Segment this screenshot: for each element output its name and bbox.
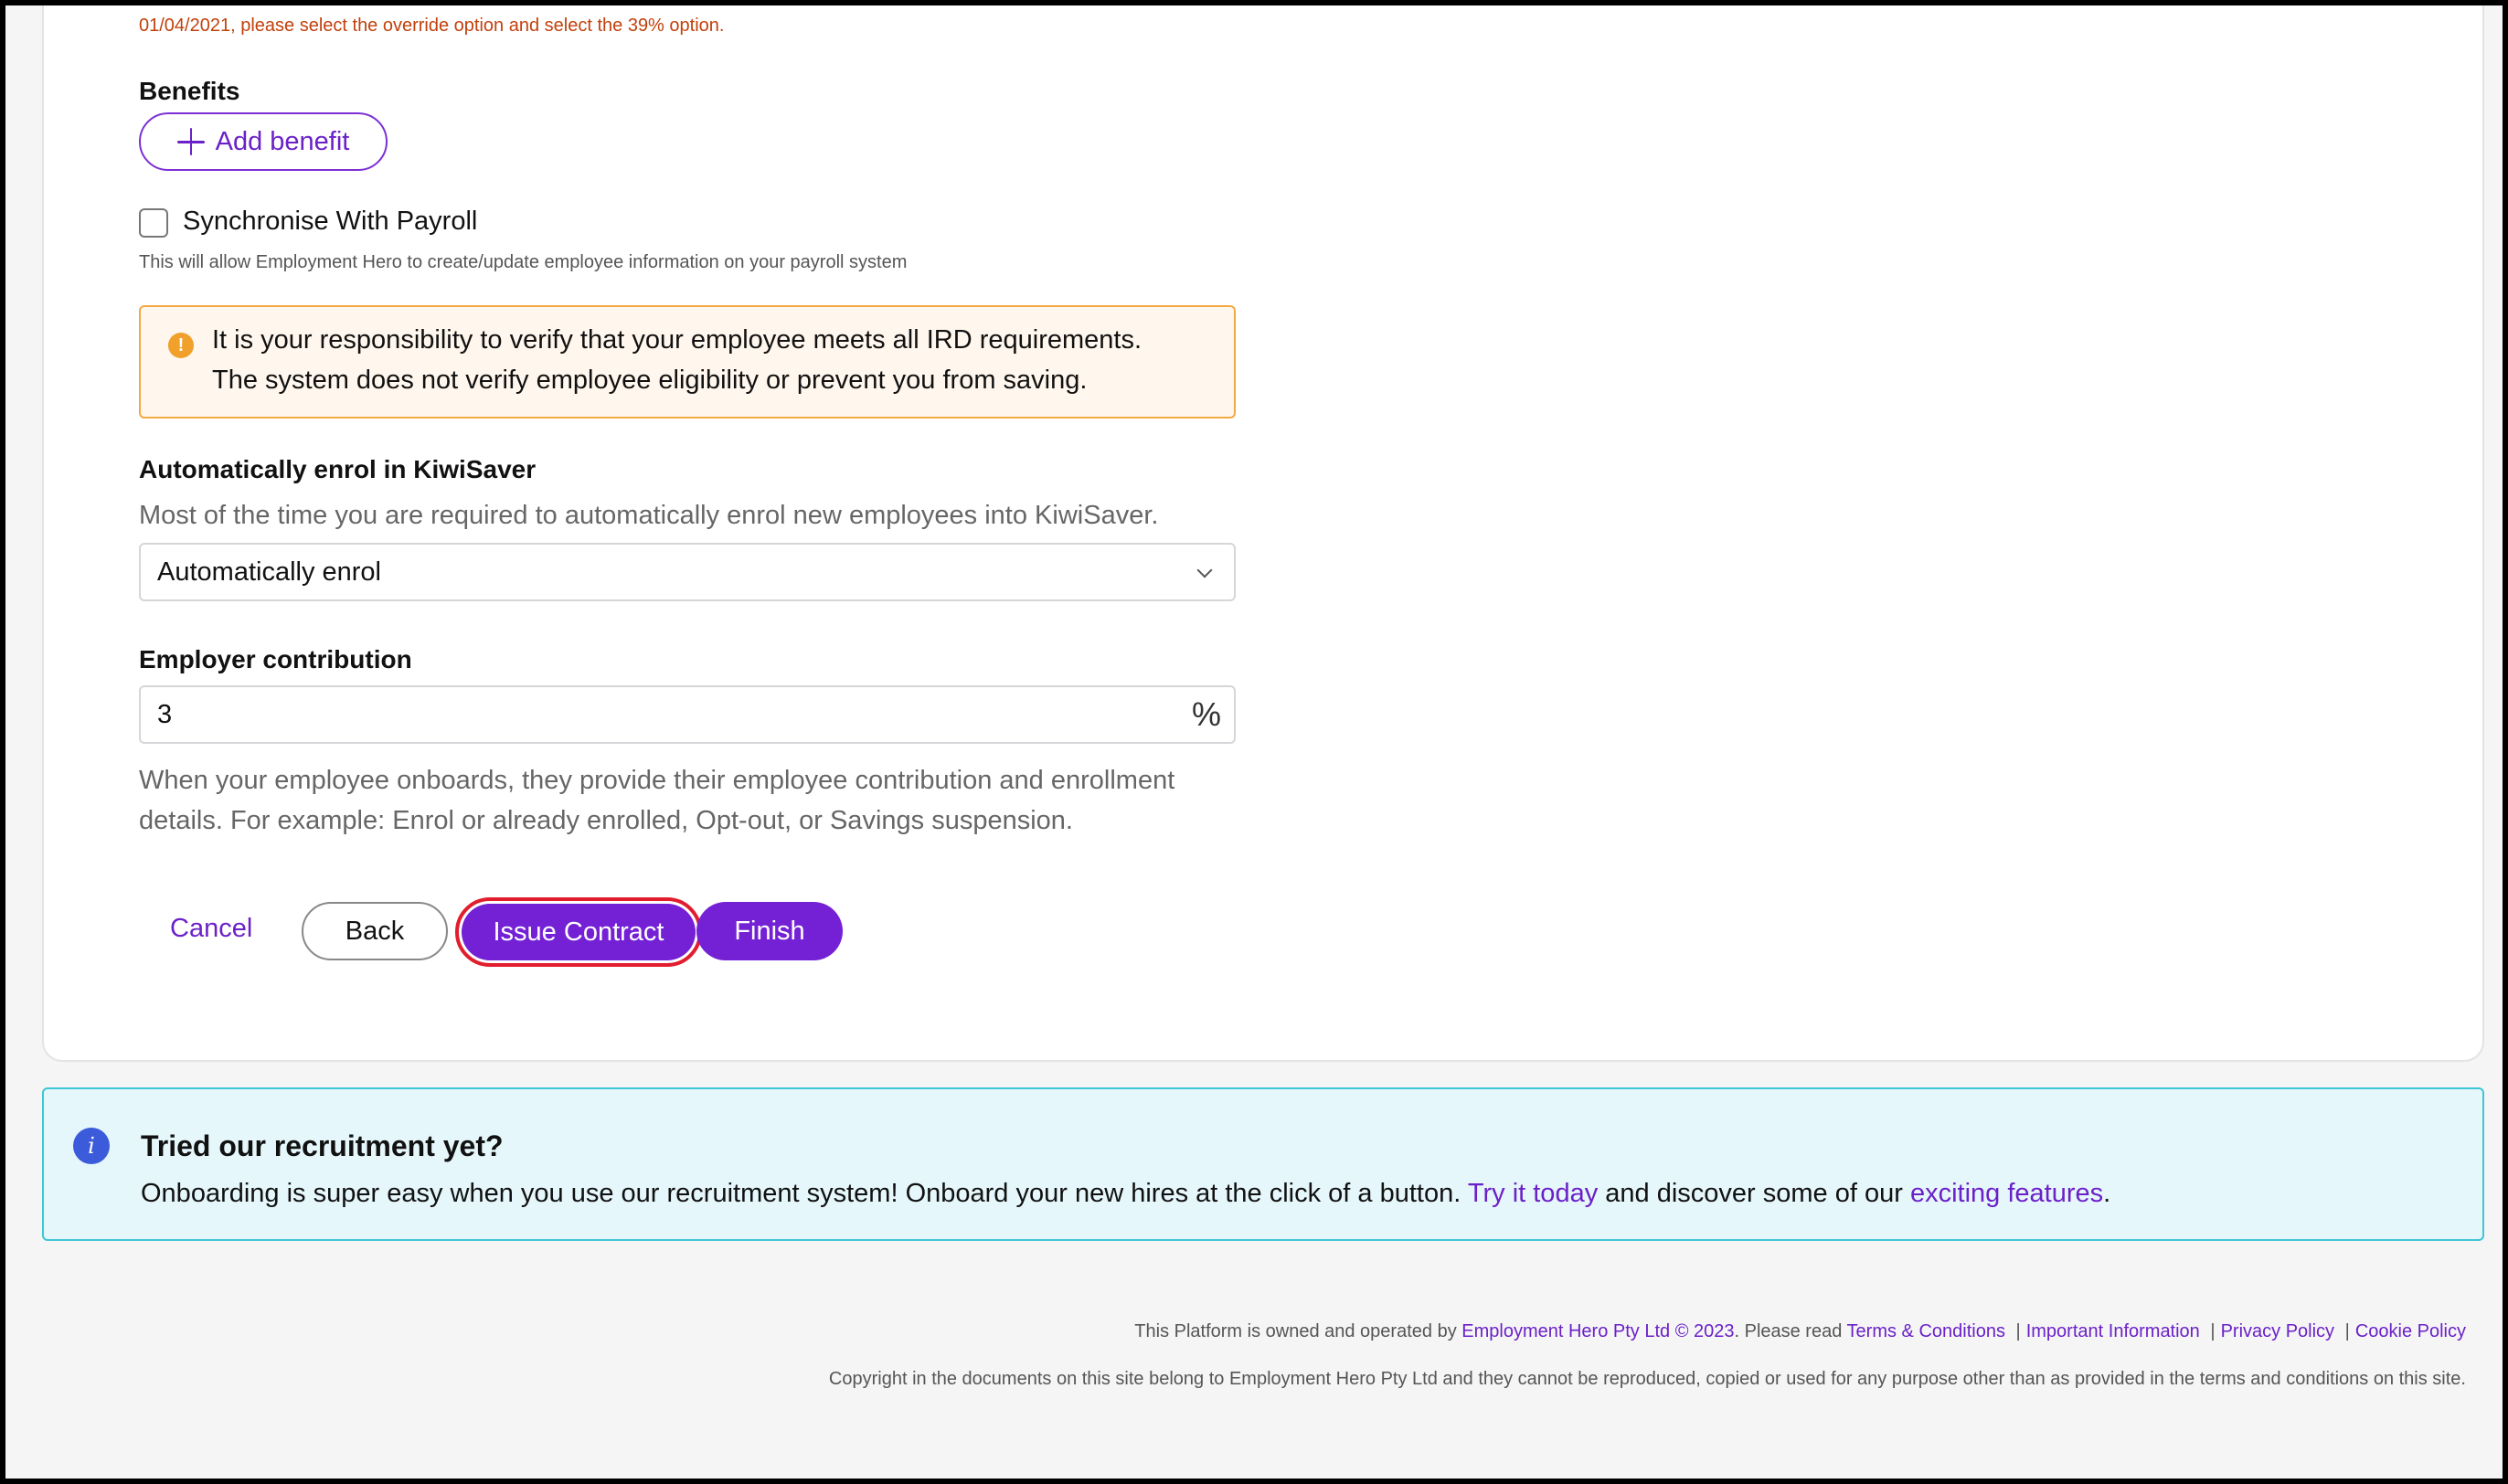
promo-body-end: . bbox=[2103, 1179, 2111, 1208]
finish-label: Finish bbox=[734, 916, 805, 946]
recruitment-promo-banner bbox=[42, 1087, 2484, 1241]
percent-icon: % bbox=[1191, 695, 1221, 733]
privacy-policy-link[interactable]: Privacy Policy bbox=[2220, 1321, 2335, 1341]
benefits-label: Benefits bbox=[139, 77, 240, 105]
kiwisaver-title: Automatically enrol in KiwiSaver bbox=[139, 455, 537, 483]
employer-contribution-title: Employer contribution bbox=[139, 645, 412, 673]
employer-contribution-input[interactable] bbox=[139, 685, 1236, 744]
company-link[interactable]: Employment Hero Pty Ltd © 2023 bbox=[1461, 1321, 1735, 1341]
alert-text bbox=[212, 320, 1142, 400]
promo-body-mid: and discover some of our bbox=[1605, 1179, 1903, 1208]
footer-copyright: Copyright in the documents on this site belong to Employment Hero Pty Ltd and they cannot be reproduced, copied or used for any purpose other than as provided in the terms and conditions on this site. bbox=[828, 1369, 2466, 1389]
warning-line-2: 01/04/2021, please select the override option and select the 39% option. bbox=[139, 16, 725, 36]
kiwisaver-selected-value: Automatically enrol bbox=[157, 556, 381, 587]
exciting-features-link[interactable]: exciting features bbox=[1909, 1179, 2104, 1208]
terms-link[interactable]: Terms & Conditions bbox=[1846, 1321, 2005, 1341]
footer-read: . Please read bbox=[1734, 1321, 1843, 1341]
back-button[interactable] bbox=[302, 902, 448, 960]
sync-payroll-checkbox[interactable] bbox=[139, 208, 168, 238]
alert-line-2: The system does not verify employee eligibility or prevent you from saving. bbox=[212, 366, 1088, 395]
promo-body-start: Onboarding is super easy when you use our recruitment system! Onboard your new hires at the click of a button. bbox=[141, 1179, 1461, 1208]
add-benefit-button[interactable] bbox=[139, 112, 388, 171]
alert-line-1: It is your responsibility to verify that your employee meets all IRD requirements. bbox=[212, 325, 1142, 355]
try-it-today-link[interactable]: Try it today bbox=[1467, 1179, 1599, 1208]
employer-contribution-help: When your employee onboards, they provide their employee contribution and enrollment details. For example: Enrol or already enrolled, Opt-out, or Savings suspension. bbox=[139, 766, 1175, 835]
cookie-policy-link[interactable]: Cookie Policy bbox=[2354, 1321, 2466, 1341]
kiwisaver-description: Most of the time you are required to automatically enrol new employees into KiwiSaver. bbox=[139, 501, 1159, 530]
finish-button[interactable] bbox=[696, 902, 843, 960]
warning-icon: ! bbox=[168, 333, 194, 358]
sync-payroll-label[interactable]: Synchronise With Payroll bbox=[183, 207, 478, 236]
footer-owned-prefix: This Platform is owned and operated by bbox=[1134, 1321, 1457, 1341]
separator: | bbox=[2210, 1321, 2216, 1341]
important-info-link[interactable]: Important Information bbox=[2025, 1321, 2200, 1341]
kiwisaver-enrol-select[interactable] bbox=[139, 543, 1236, 601]
info-icon: i bbox=[73, 1128, 110, 1164]
back-label: Back bbox=[345, 916, 405, 946]
page-frame bbox=[5, 5, 2503, 1479]
issue-contract-label: Issue Contract bbox=[462, 904, 696, 960]
promo-title: Tried our recruitment yet? bbox=[141, 1129, 504, 1162]
employer-contribution-value: 3 bbox=[157, 700, 173, 729]
footer-ownership bbox=[1134, 1321, 2466, 1342]
issue-contract-button[interactable] bbox=[455, 897, 702, 967]
sync-payroll-help: This will allow Employment Hero to create/update employee information on your payroll system bbox=[139, 252, 908, 272]
promo-body bbox=[141, 1179, 2110, 1209]
separator: | bbox=[2344, 1321, 2350, 1341]
form-card bbox=[42, 5, 2484, 1062]
add-benefit-label: Add benefit bbox=[215, 126, 350, 156]
chevron-down-icon bbox=[1197, 563, 1213, 578]
separator: | bbox=[2015, 1321, 2021, 1341]
plus-icon bbox=[177, 128, 205, 155]
ird-responsibility-alert bbox=[139, 305, 1236, 419]
cancel-button[interactable]: Cancel bbox=[170, 914, 253, 943]
